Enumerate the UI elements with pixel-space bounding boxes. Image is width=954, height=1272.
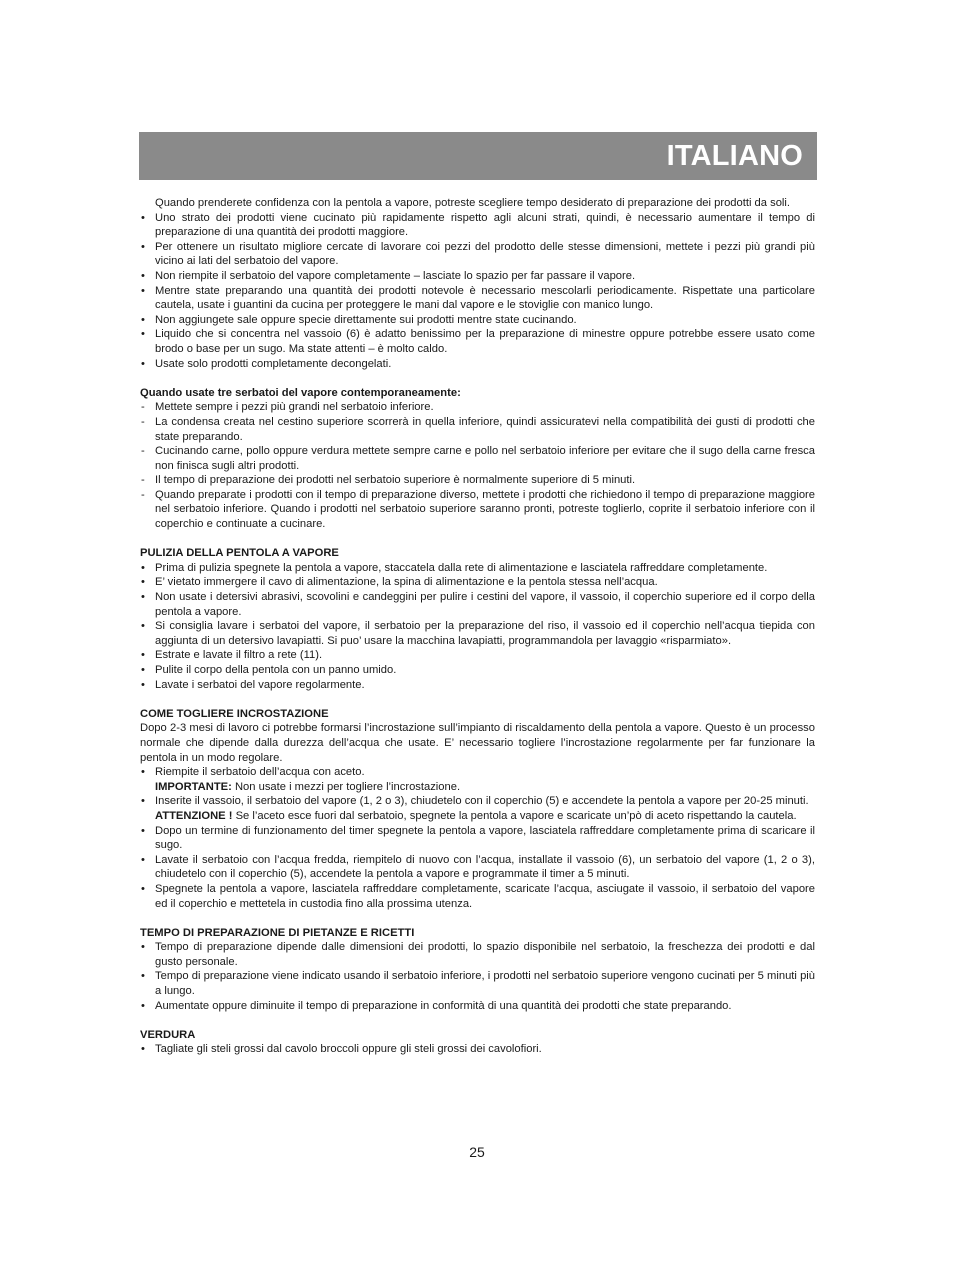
bullet-marker: • — [141, 211, 145, 224]
attention-label: ATTENZIONE ! — [155, 809, 233, 822]
bullet-marker: • — [141, 678, 145, 691]
bullet-marker: • — [141, 561, 145, 574]
dash-marker: - — [141, 415, 145, 428]
list-item: - Quando preparate i prodotti con il tempo di preparazione diverso, mettete i prodotti che richiedono il tempo di preparazione maggiore nel serbatoio inferiore. Quando i prodotti nel serbatoio superiore saranno pronti, potreste toglierlo, coprite il serbatoio inferiore con il coperchio e continuate a cucinare. — [141, 488, 815, 531]
list-item: • Dopo un termine di funzionamento del timer spegnete la pentola a vapore, lasciatela raffreddare completamente prima di scaricare il sugo. — [141, 824, 815, 852]
bullet-marker: • — [141, 357, 145, 370]
list-item: • Lavate il serbatoio con l’acqua fredda, riempitelo di nuovo con l’acqua, installate il vassoio (6), un serbatoio del vapore (1, 2 o 3), chiudetelo con il coperchio (5), accendete la pentola a vapore e programmate il timer a 5 minuti. — [141, 853, 815, 881]
page-title: ITALIANO — [666, 140, 803, 172]
section-heading-three-tanks: Quando usate tre serbatoi del vapore contemporaneamente: — [140, 386, 461, 399]
document-body — [140, 196, 815, 1057]
list-item: - Il tempo di preparazione dei prodotti nel serbatoio superiore è normalmente superiore di 5 minuti. — [141, 474, 636, 487]
bullet-marker: • — [141, 328, 145, 341]
list-item: • Mentre state preparando una quantità dei prodotti notevole è necessario mescolarli periodicamente. Rispettate una particolare cautela, usate i guantini da cucina per proteggere le mani dal vapore e le stoviglie con manico lungo. — [141, 284, 815, 312]
bullet-marker: • — [141, 284, 145, 297]
dash-marker: - — [141, 488, 145, 501]
list-item: • Liquido che si concentra nel vassoio (6) è adatto benissimo per la preparazione di minestre oppure potrebbe essere usato come brodo o base per un sugo. Ma state attenti – è molto caldo. — [141, 328, 815, 355]
bullet-marker: • — [141, 313, 145, 326]
intro-lead: Quando prenderete confidenza con la pentola a vapore, potreste scegliere tempo desiderato di preparazione dei prodotti da soli. — [155, 197, 790, 209]
bullet-marker: • — [141, 999, 145, 1012]
bullet-marker: • — [141, 970, 145, 983]
list-item: • Riempite il serbatoio dell’acqua con aceto. IMPORTANTE: Non usate i mezzi per togliere l’incrostazione. — [141, 766, 461, 793]
bullet-marker: • — [141, 853, 145, 866]
section-heading-vegetables: VERDURA — [140, 1028, 196, 1041]
bullet-marker: • — [141, 649, 145, 662]
list-item: • Si consiglia lavare i serbatoi del vapore, il serbatoio per la preparazione del riso, il vassoio ed il coperchio nell’acqua tiepida con aggiunta di un detersivo lavapiatti. Si puo’ usare la macchina lavapiatti, programmandola per lavaggio «risparmiato». — [141, 620, 815, 647]
bullet-marker: • — [141, 795, 145, 808]
bullet-marker: • — [141, 269, 145, 282]
list-item: • Usate solo prodotti completamente decongelati. — [141, 357, 392, 370]
bullet-marker: • — [141, 620, 145, 633]
list-item: • Prima di pulizia spegnete la pentola a vapore, staccatela dalla rete di alimentazione e lasciatela raffreddare completamente. — [141, 561, 768, 574]
bullet-marker: • — [141, 664, 145, 676]
list-item: • Per ottenere un risultato migliore cercate di lavorare coi pezzi del prodotto delle stesse dimensioni, mettete i pezzi più grandi più vicino ai lati del serbatoio del vapore. — [141, 240, 815, 268]
bullet-marker: • — [141, 882, 145, 895]
bullet-marker: • — [141, 766, 145, 779]
bullet-marker: • — [141, 240, 145, 253]
descaling-lead: Dopo 2-3 mesi di lavoro ci potrebbe formarsi l’incrostazione sull’impianto di riscaldamento della pentola a vapore. Questo è un processo normale che dipende dalla durezza dell’acqua che usate. E’ necessario togliere l’incrostazione regolarmente per far funzionare la pentola in un modo regolare. — [140, 722, 815, 764]
page-number: 25 — [469, 1144, 485, 1160]
language-banner — [139, 132, 817, 180]
bullet-marker: • — [141, 1043, 145, 1056]
bullet-marker: • — [141, 591, 145, 604]
list-item: - Mettete sempre i pezzi più grandi nel serbatoio inferiore. — [141, 401, 434, 414]
list-item: • Non riempite il serbatoio del vapore completamente – lasciate lo spazio per far passare il vapore. — [141, 269, 636, 282]
dash-marker: - — [141, 445, 145, 458]
list-item: • Lavate i serbatoi del vapore regolarmente. — [141, 678, 365, 691]
list-item: • Tempo di preparazione dipende dalle dimensioni dei prodotti, lo spazio disponibile nel serbatoio, la freschezza dei prodotti e dal gusto personale. — [141, 941, 815, 968]
bullet-marker: • — [141, 941, 145, 954]
list-item: • Pulite il corpo della pentola con un panno umido. — [141, 664, 397, 676]
list-item: • Tempo di preparazione viene indicato usando il serbatoio inferiore, i prodotti nel serbatoio superiore vengono cucinati per 5 minuti più a lungo. — [141, 970, 815, 998]
section-heading-cleaning: PULIZIA DELLA PENTOLA A VAPORE — [140, 547, 339, 560]
list-item: • Uno strato dei prodotti viene cucinato più rapidamente rispetto agli alcuni strati, quindi, è necessario aumentare il tempo di preparazione di una quantità dei prodotti maggiore. — [141, 211, 815, 239]
important-label: IMPORTANTE: — [155, 780, 232, 793]
list-item: - Cucinando carne, pollo oppure verdura mettete sempre carne e pollo nel serbatoio inferiore per evitare che il sugo della carne fresca non finisca sugli altri prodotti. — [141, 445, 815, 472]
bullet-marker: • — [141, 576, 145, 589]
list-item: • Non usate i detersivi abrasivi, scovolini e candeggini per pulire i cestini del vapore, il vassoio, il coperchio superiore ed il corpo della pentola a vapore. — [141, 591, 815, 618]
list-item: • Inserite il vassoio, il serbatoio del vapore (1, 2 o 3), chiudetelo con il coperchio (5) e accendete la pentola a vapore per 20-25 minuti. ATTENZIONE ! Se l’aceto esce fuori dal serbatoio, spegnete la pentola a vapore e scaricate un’pò di aceto rispettando la cautela. — [141, 795, 809, 822]
list-item: • Non aggiungete sale oppure specie direttamente sui prodotti mentre state cucinando. — [141, 313, 577, 326]
list-item: • Spegnete la pentola a vapore, lasciatela raffreddare completamente, scaricate l’acqua, asciugate il vassoio, il serbatoio del vapore ed il coperchio e mettetela in custodia fino alla prossima utenza. — [141, 882, 815, 910]
list-item: - La condensa creata nel cestino superiore scorrerà in quella inferiore, quindi assicuratevi nella compatibilità dei gusti di prodotti che state preparando. — [141, 415, 815, 443]
list-item: • Estrate e lavate il filtro a rete (11). — [141, 649, 323, 662]
list-item: • E’ vietato immergere il cavo di alimentazione, la spina di alimentazione e la pentola stessa nell’acqua. — [141, 576, 658, 589]
dash-marker: - — [141, 474, 145, 487]
bullet-marker: • — [141, 824, 145, 837]
dash-marker: - — [141, 401, 145, 414]
list-item: • Aumentate oppure diminuite il tempo di preparazione in conformità di una quantità dei prodotti che state preparando. — [141, 999, 732, 1012]
list-item: • Tagliate gli steli grossi dal cavolo broccoli oppure gli steli grossi dei cavolofiori. — [141, 1043, 542, 1056]
section-heading-descaling: COME TOGLIERE INCROSTAZIONE — [140, 707, 329, 720]
section-heading-timing: TEMPO DI PREPARAZIONE DI PIETANZE E RICETTI — [140, 926, 415, 939]
